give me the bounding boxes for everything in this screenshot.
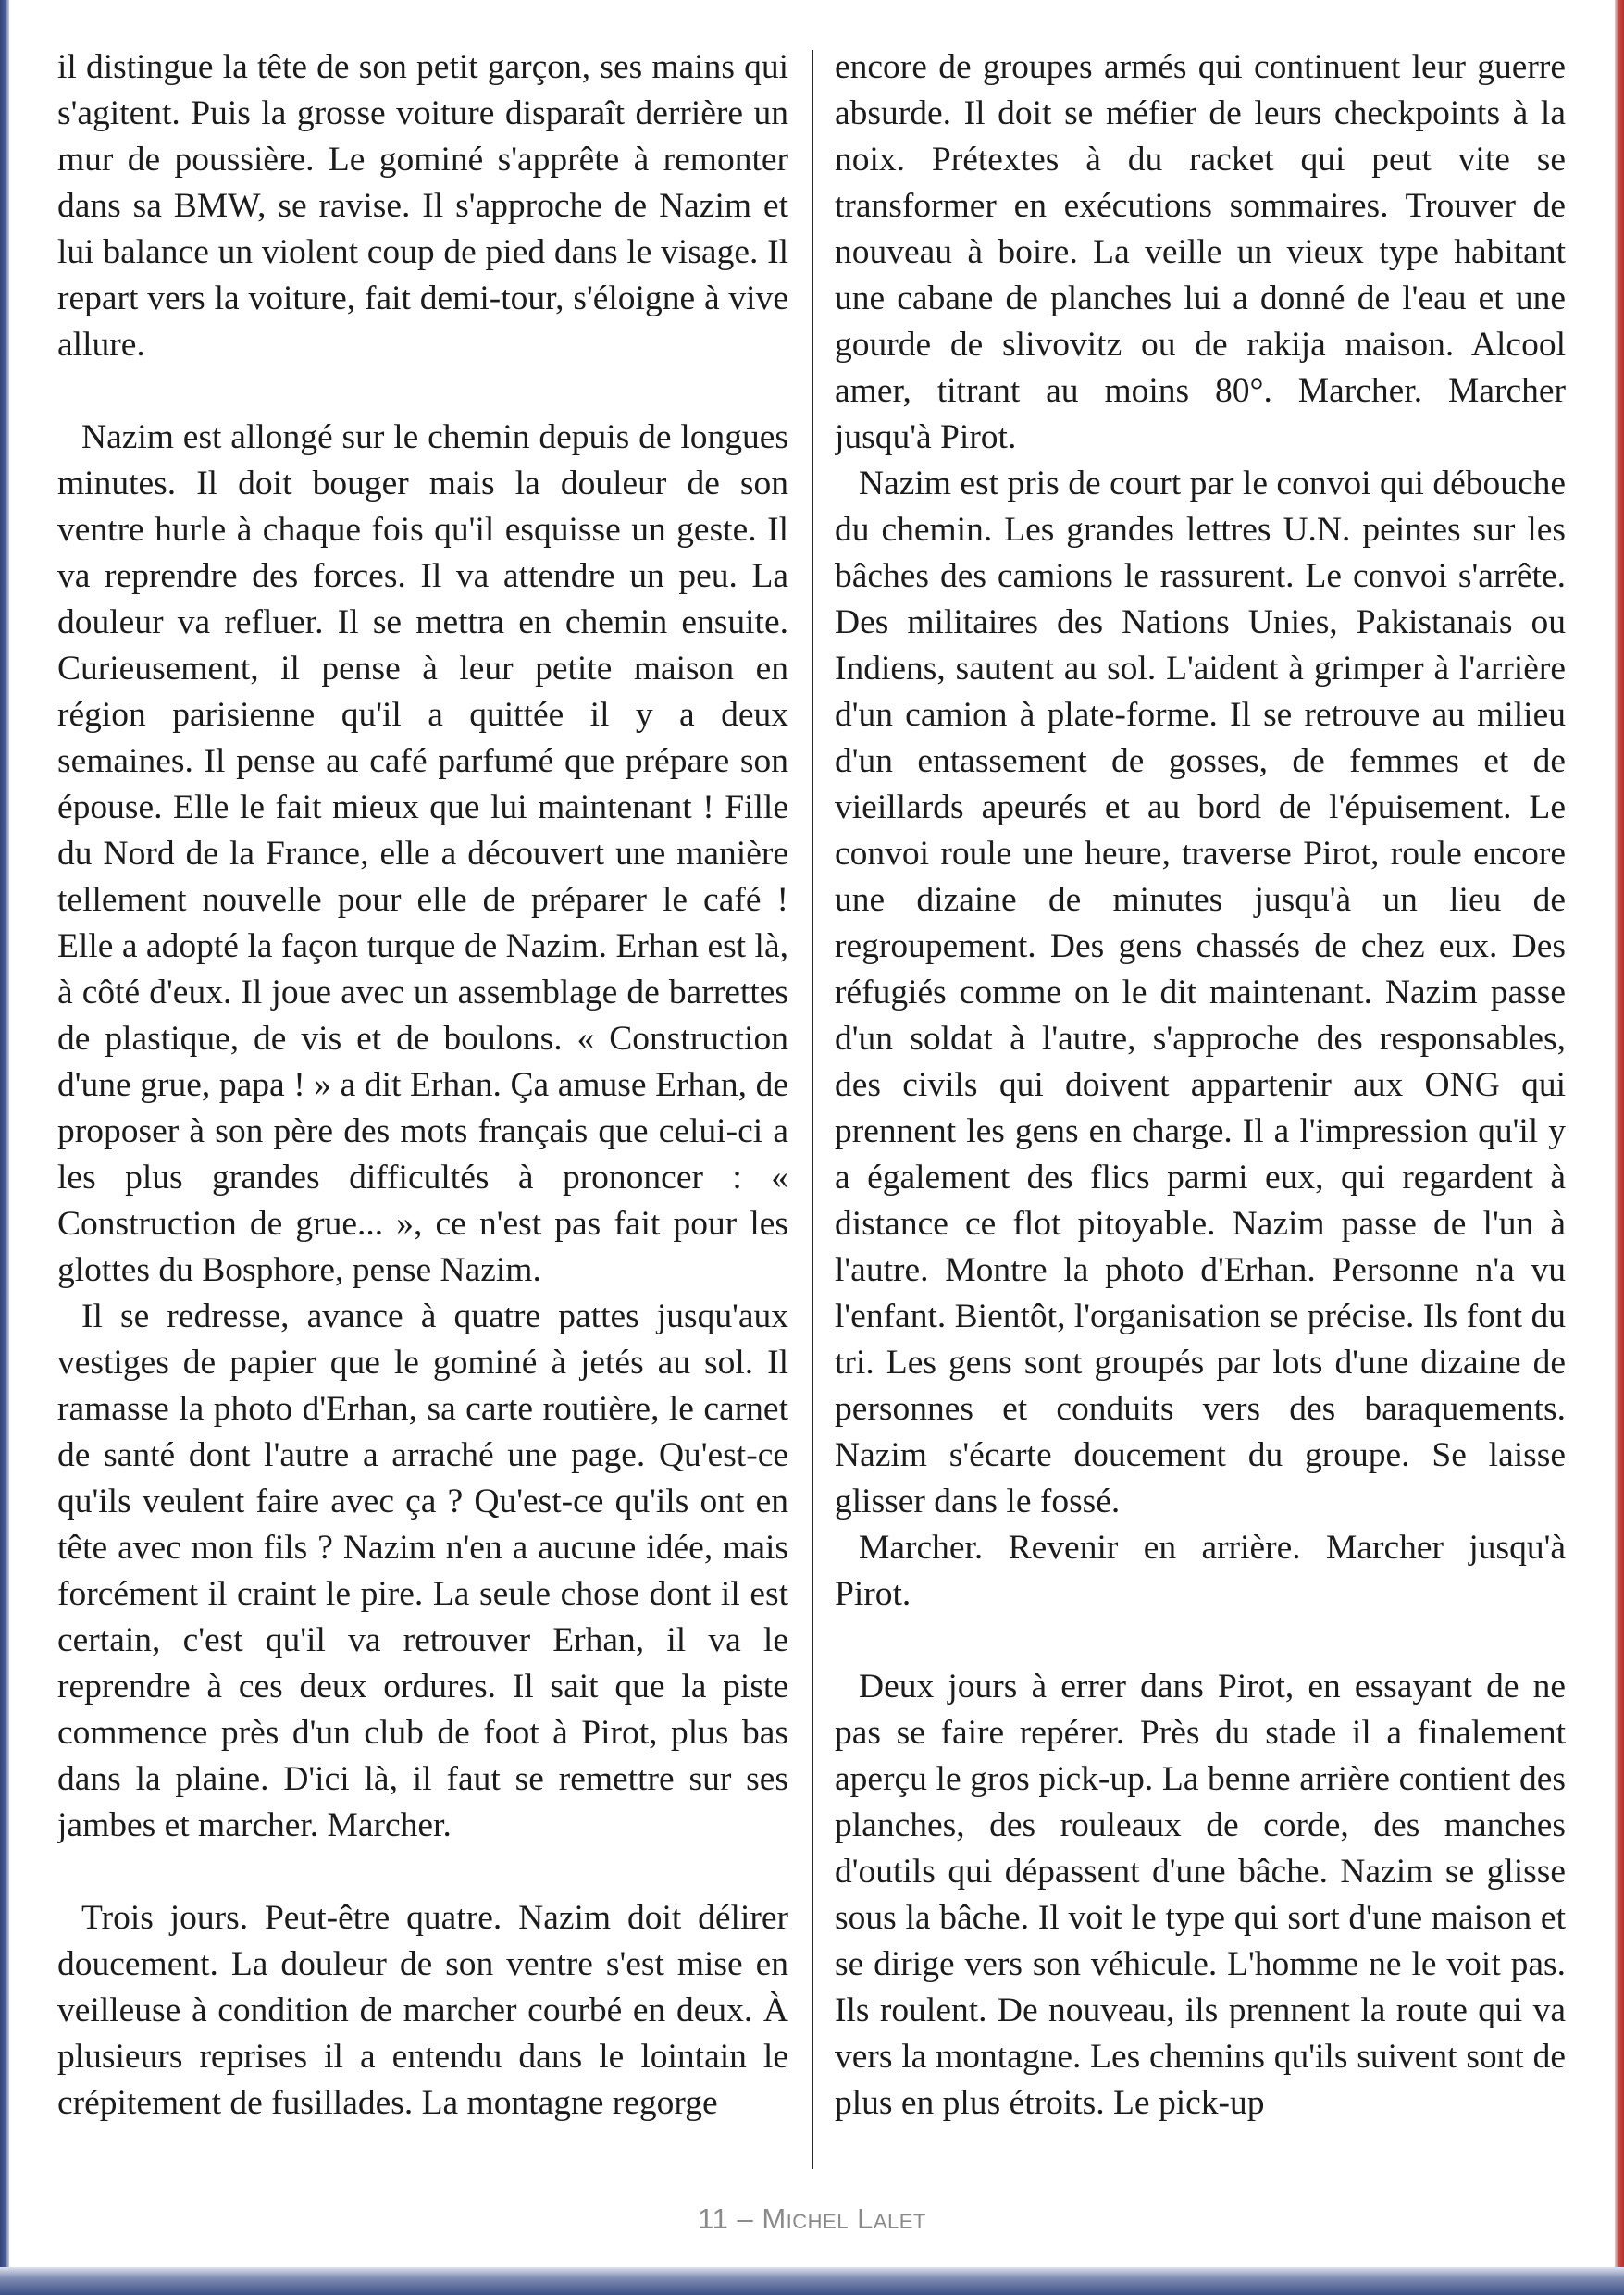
column-divider <box>812 50 813 2169</box>
paragraph: Il se redresse, avance à quatre pattes jusqu'aux vestiges de papier que le gominé à jetés au sol. Il ramasse la photo d'Erhan, sa carte routière, le carnet de santé dont l'autre a arraché une page. Qu'est-ce qu'ils veulent faire avec ça ? Qu'est-ce qu'ils ont en tête avec mon fils ? Nazim n'en a aucune idée, mais forcément il craint le pire. La seule chose dont il est certain, c'est qu'il va retrouver Erhan, il va le reprendre à ces deux ordures. Il sait que la piste commence près d'un club de foot à Pirot, plus bas dans la plaine. D'ici là, il faut se remettre sur ses jambes et marcher. Marcher. <box>57 1297 788 1844</box>
paragraph: Nazim est allongé sur le chemin depuis de longues minutes. Il doit bouger mais la douleur de son ventre hurle à chaque fois qu'il esquisse un geste. Il va reprendre des forces. Il va attendre un peu. La douleur va refluer. Il se mettra en chemin ensuite. Curieusement, il pense à leur petite maison en région parisienne qu'il a quittée il y a deux semaines. Il pense au café parfumé que prépare son épouse. Elle le fait mieux que lui maintenant ! Fille du Nord de la France, elle a découvert une manière tellement nouvelle pour elle de préparer le café ! Elle a adopté la façon turque de Nazim. Erhan est là, à côté d'eux. Il joue avec un assemblage de barrettes de plastique, de vis et de boulons. « Construction d'une grue, papa ! » a dit Erhan. Ça amuse Erhan, de proposer à son père des mots français que celui-ci a les plus grandes difficultés à prononcer : « Construction de grue... », ce n'est pas fait pour les glottes du Bosphore, pense Nazim. <box>57 418 788 1289</box>
page-number: 11 <box>698 2202 729 2235</box>
paragraph: Marcher. Revenir en arrière. Marcher jusqu'à Pirot. <box>835 1529 1566 1613</box>
footer-separator: – <box>737 2202 754 2235</box>
right-page-border <box>1615 0 1624 2295</box>
left-page-border <box>0 0 9 2295</box>
paragraph: Trois jours. Peut-être quatre. Nazim doit délirer doucement. La douleur de son ventre s'est mise en veilleuse à condition de marcher courbé en deux. À plusieurs reprises il a entendu dans le lointain le crépitement de fusillades. La montagne regorge <box>57 1899 788 2122</box>
author-name: Michel Lalet <box>762 2202 926 2235</box>
paragraph: Nazim est pris de court par le convoi qui débouche du chemin. Les grandes lettres U.N. peintes sur les bâches des camions le rassurent. Le convoi s'arrête. Des militaires des Nations Unies, Pakistanais ou Indiens, sautent au sol. L'aident à grimper à l'arrière d'un camion à plate-forme. Il se retrouve au milieu d'un entassement de gosses, de femmes et de vieillards apeurés et au bord de l'épuisement. Le convoi roule une heure, traverse Pirot, roule encore une dizaine de minutes jusqu'à un lieu de regroupement. Des gens chassés de chez eux. Des réfugiés comme on le dit maintenant. Nazim passe d'un soldat à l'autre, s'approche des responsables, des civils qui doivent appartenir aux ONG qui prennent les gens en charge. Il a l'impression qu'il y a également des flics parmi eux, qui regardent à distance ce flot pitoyable. Nazim passe de l'un à l'autre. Montre la photo d'Erhan. Personne n'a vu l'enfant. Bientôt, l'organisation se précise. Ils font du tri. Les gens sont groupés par lots d'une dizaine de personnes et conduits vers des baraquements. Nazim s'écarte doucement du groupe. Se laisse glisser dans le fossé. <box>835 465 1566 1520</box>
paragraph: encore de groupes armés qui continuent leur guerre absurde. Il doit se méfier de leurs checkpoints à la noix. Prétextes à du racket qui peut vite se transformer en exécutions sommaires. Trouver de nouveau à boire. La veille un vieux type habitant une cabane de planches lui a donné de l'eau et une gourde de slivovitz ou de rakija maison. Alcool amer, titrant au moins 80°. Marcher. Marcher jusqu'à Pirot. <box>835 48 1566 456</box>
page-footer <box>0 2202 1624 2236</box>
paragraph: Deux jours à errer dans Pirot, en essayant de ne pas se faire repérer. Près du stade il a finalement aperçu le gros pick-up. La benne arrière contient des planches, des rouleaux de corde, des manches d'outils qui dépassent d'une bâche. Nazim se glisse sous la bâche. Il voit le type qui sort d'une maison et se dirige vers son véhicule. L'homme ne le voit pas. Ils roulent. De nouveau, ils prennent la route qui va vers la montagne. Les chemins qu'ils suivent sont de plus en plus étroits. Le pick-up <box>835 1668 1566 2122</box>
paragraph: il distingue la tête de son petit garçon, ses mains qui s'agitent. Puis la grosse voiture disparaît derrière un mur de poussière. Le gominé s'apprête à remonter dans sa BMW, se ravise. Il s'approche de Nazim et lui balance un violent coup de pied dans le visage. Il repart vers la voiture, fait demi-tour, s'éloigne à vive allure. <box>57 48 788 364</box>
left-text-column <box>57 44 788 2154</box>
right-text-column <box>835 44 1566 2154</box>
bottom-page-border <box>0 2267 1624 2295</box>
